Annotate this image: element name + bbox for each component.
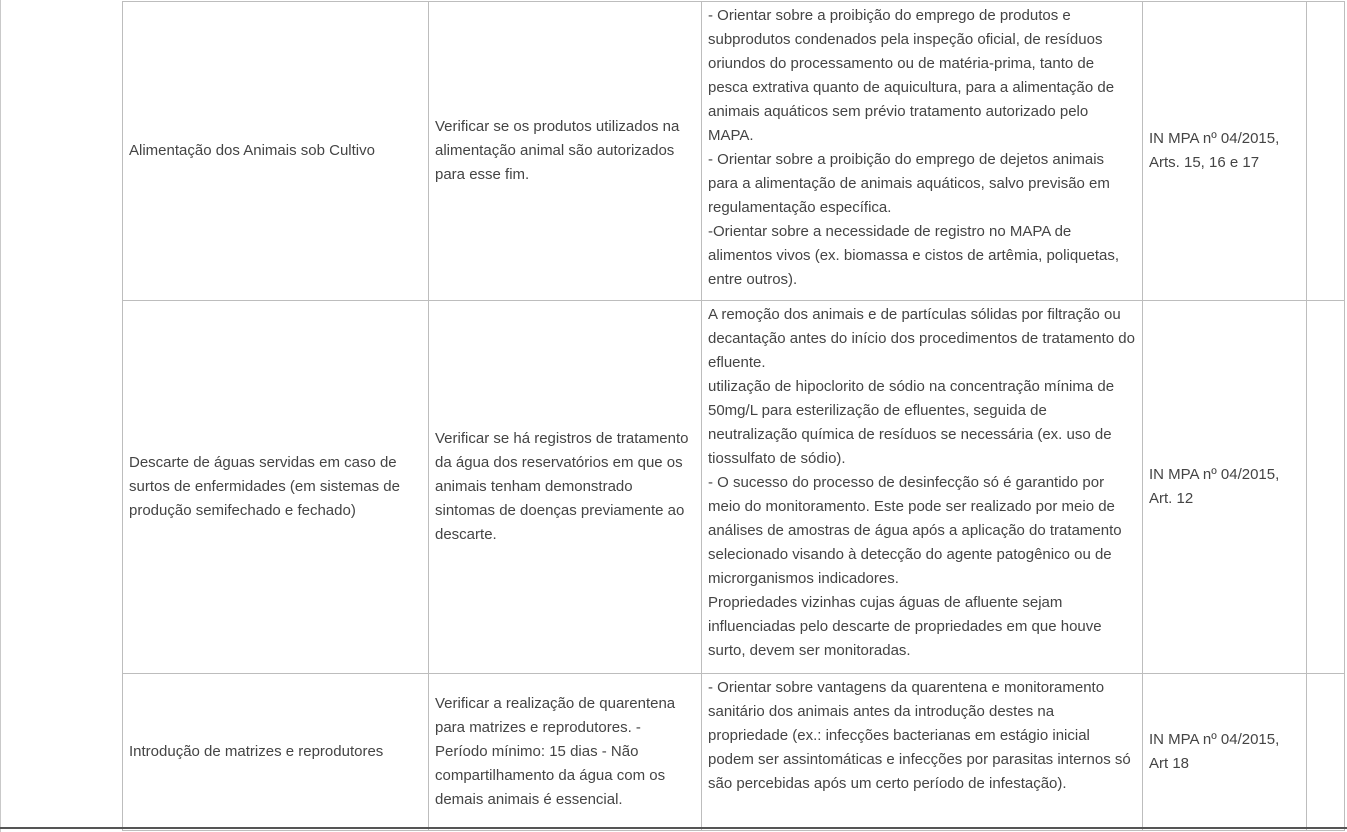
note-paragraph: - O sucesso do processo de desinfecção só é garantido por meio do monitoramento. Este pode ser realizado por meio de análises de amostras de água após a aplicação do tratamento selecionado visando à detecção do agente patogênico ou de microrganismos indicadores. xyxy=(708,474,1122,587)
item-cell: Alimentação dos Animais sob Cultivo xyxy=(123,2,429,301)
verification-cell: Verificar se os produtos utilizados na alimentação animal são autorizados para esse fim. xyxy=(429,2,702,301)
note-paragraph: Propriedades vizinhas cujas águas de afluente sejam influenciadas pelo descarte de propriedades em que houve surto, devem ser monitoradas. xyxy=(708,594,1102,659)
legislation-cell: IN MPA nº 04/2015, Art 18 xyxy=(1143,674,1307,831)
page-bottom-border xyxy=(0,827,1347,829)
table-row xyxy=(123,674,1345,831)
note-paragraph: utilização de hipoclorito de sódio na concentração mínima de 50mg/L para esterilização de efluentes, seguida de neutralização química de resíduos se necessária (ex. uso de tiossulfato de sódio). xyxy=(708,378,1115,467)
legislation-cell: IN MPA nº 04/2015, Art. 12 xyxy=(1143,301,1307,674)
note-paragraph: - Orientar sobre a proibição do emprego de dejetos animais para a alimentação de animais aquáticos, salvo previsão em regulamentação específica. xyxy=(708,151,1110,216)
notes-cell xyxy=(702,674,1143,831)
note-paragraph: - Orientar sobre a proibição do emprego de produtos e subprodutos condenados pela inspeção oficial, de resíduos oriundos do processamento ou de matéria-prima, tanto de pesca extrativa quanto de aquicultura, para a alimentação de animais aquáticos sem prévio tratamento autorizado pelo MAPA. xyxy=(708,7,1115,144)
note-paragraph: -Orientar sobre a necessidade de registro no MAPA de alimentos vivos (ex. biomassa e cistos de artêmia, poliquetas, entre outros). xyxy=(708,223,1120,288)
verification-cell: Verificar se há registros de tratamento da água dos reservatórios em que os animais tenham demonstrado sintomas de doenças previamente ao descarte. xyxy=(429,301,702,674)
table-row xyxy=(123,301,1345,674)
notes-cell xyxy=(702,301,1143,674)
item-cell: Descarte de águas servidas em caso de surtos de enfermidades (em sistemas de produção semifechado e fechado) xyxy=(123,301,429,674)
note-paragraph: A remoção dos animais e de partículas sólidas por filtração ou decantação antes do início dos procedimentos de tratamento do efluente. xyxy=(708,306,1135,371)
legislation-cell: IN MPA nº 04/2015, Arts. 15, 16 e 17 xyxy=(1143,2,1307,301)
extra-cell xyxy=(1307,301,1345,674)
table-row xyxy=(123,2,1345,301)
page-left-border xyxy=(0,0,1,832)
extra-cell xyxy=(1307,2,1345,301)
requirements-table xyxy=(122,1,1345,831)
note-paragraph: - Orientar sobre vantagens da quarentena e monitoramento sanitário dos animais antes da introdução destes na propriedade (ex.: infecções bacterianas em estágio inicial podem ser assintomáticas e infecções por parasitas internos só são percebidas após um certo período de infestação). xyxy=(708,679,1131,792)
item-cell: Introdução de matrizes e reprodutores xyxy=(123,674,429,831)
extra-cell xyxy=(1307,674,1345,831)
notes-cell xyxy=(702,2,1143,301)
verification-cell: Verificar a realização de quarentena para matrizes e reprodutores. - Período mínimo: 15 dias - Não compartilhamento da água com os demais animais é essencial. xyxy=(429,674,702,831)
